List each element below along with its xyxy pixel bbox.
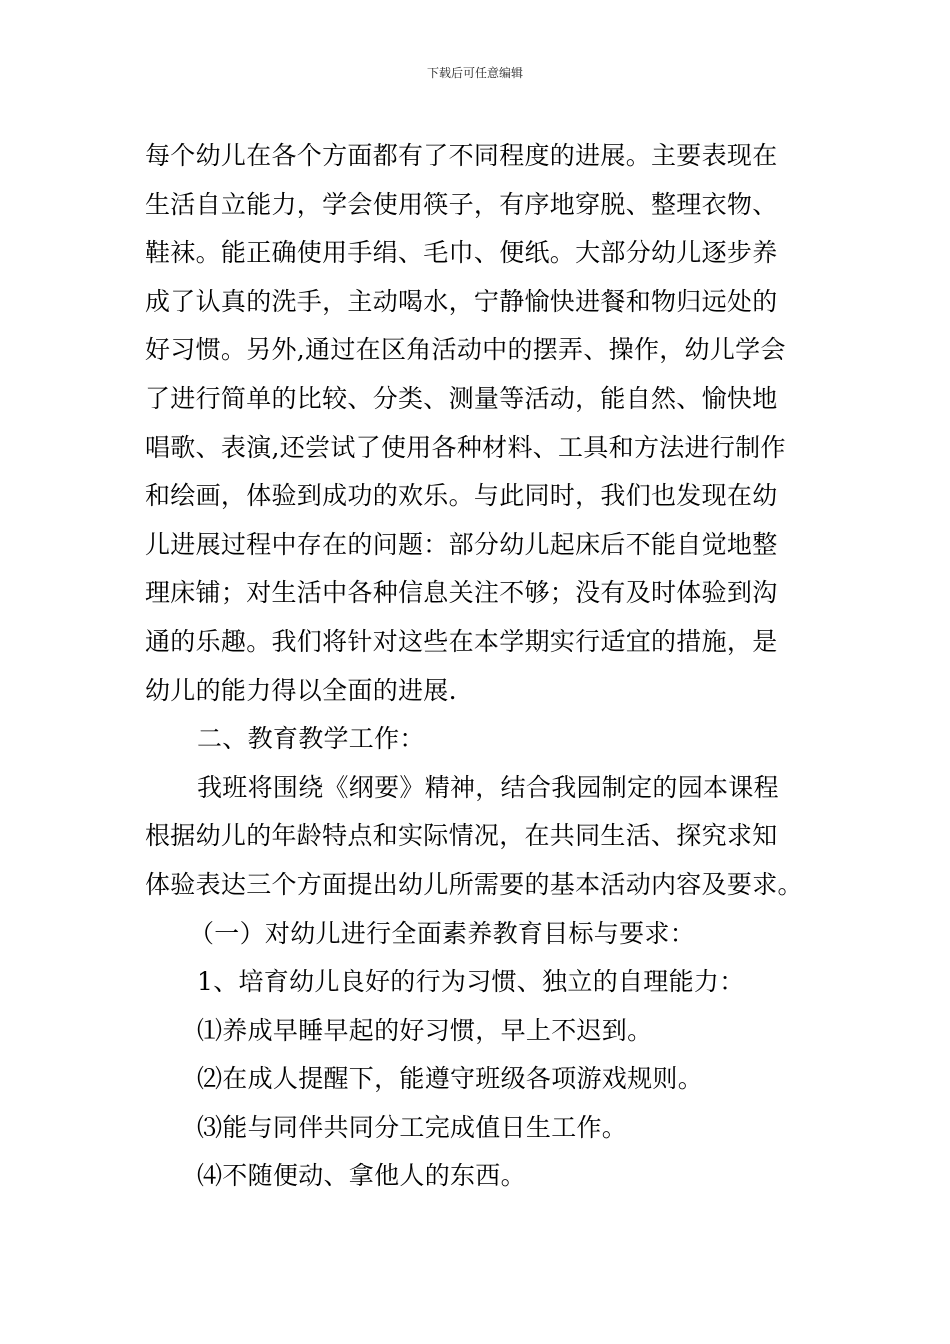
text-line: 生活自立能力，学会使用筷子，有序地穿脱、整理衣物、 bbox=[145, 189, 778, 219]
text-line: 体验表达三个方面提出幼儿所需要的基本活动内容及要求。 bbox=[145, 869, 803, 899]
text-line: 儿进展过程中存在的问题：部分幼儿起床后不能自觉地整 bbox=[145, 529, 778, 559]
text-line: 1、培育幼儿良好的行为习惯、独立的自理能力： bbox=[197, 967, 745, 997]
text-line: 通的乐趣。我们将针对这些在本学期实行适宜的措施，是 bbox=[145, 626, 778, 656]
text-line: ⑶能与同伴共同分工完成值日生工作。 bbox=[197, 1112, 628, 1142]
text-line: 成了认真的洗手，主动喝水，宁静愉快进餐和物归远处的 bbox=[145, 286, 778, 316]
text-line: 我班将围绕《纲要》精神，结合我园制定的园本课程 bbox=[197, 772, 779, 802]
page-header-note: 下载后可任意编辑 bbox=[426, 66, 523, 80]
text-line: ⑷不随便动、拿他人的东西。 bbox=[197, 1161, 526, 1191]
text-line: 好习惯。另外,通过在区角活动中的摆弄、操作，幼儿学会 bbox=[145, 335, 786, 365]
text-line: ⑵在成人提醒下，能遵守班级各项游戏规则。 bbox=[197, 1064, 704, 1094]
text-line: 二、教育教学工作： bbox=[197, 724, 425, 754]
text-line: （一）对幼儿进行全面素养教育目标与要求： bbox=[189, 918, 696, 948]
text-line: ⑴养成早睡早起的好习惯，早上不迟到。 bbox=[197, 1015, 653, 1045]
text-line: 唱歌、表演,还尝试了使用各种材料、工具和方法进行制作 bbox=[145, 432, 786, 462]
text-line: 幼儿的能力得以全面的进展. bbox=[145, 675, 457, 705]
text-line: 理床铺；对生活中各种信息关注不够；没有及时体验到沟 bbox=[145, 578, 778, 608]
text-line: 鞋袜。能正确使用手绢、毛巾、便纸。大部分幼儿逐步养 bbox=[145, 238, 778, 268]
text-line: 和绘画，体验到成功的欢乐。与此同时，我们也发现在幼 bbox=[145, 481, 778, 511]
document-body bbox=[145, 132, 815, 1201]
text-line: 根据幼儿的年龄特点和实际情况，在共同生活、探究求知 bbox=[145, 821, 778, 851]
text-line: 每个幼儿在各个方面都有了不同程度的进展。主要表现在 bbox=[145, 141, 778, 170]
text-line: 了进行简单的比较、分类、测量等活动，能自然、愉快地 bbox=[145, 383, 778, 413]
